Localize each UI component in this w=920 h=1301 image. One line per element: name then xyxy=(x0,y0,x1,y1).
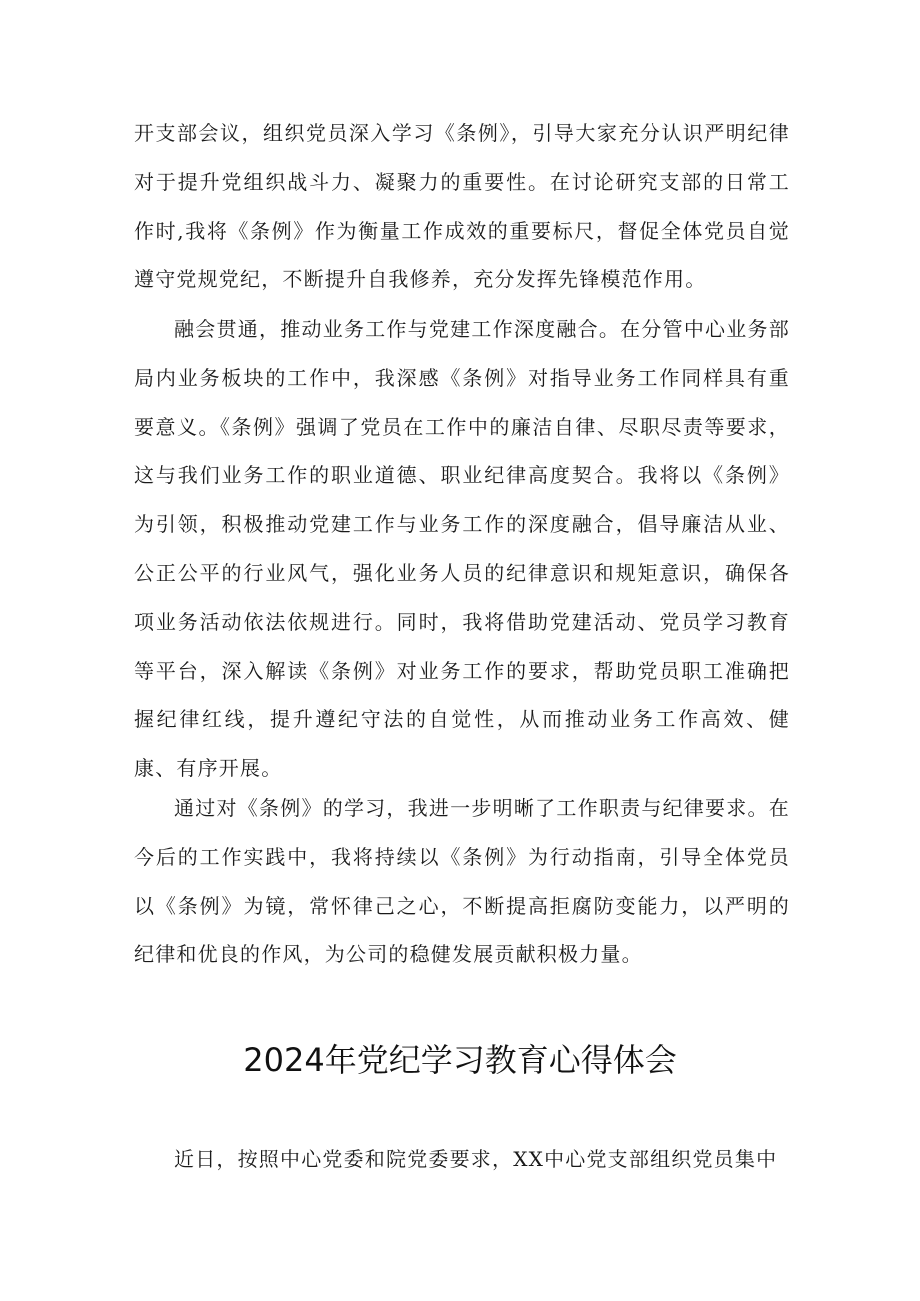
paragraph-intro: 近日，按照中心党委和院党委要求，XX中心党支部组织党员集中 xyxy=(174,1147,778,1171)
paragraph-business-integration: 融会贯通，推动业务工作与党建工作深度融合。在分管中心业务部局内业务板块的工作中，我深感《条例》对指导业务工作同样具有重要意义。《条例》强调了党员在工作中的廉洁自律、尽职尽责等要求，这与我们业务工作的职业道德、职业纪律高度契合。我将以《条例》为引领，积极推动党建工作与业务工作的深度融合，倡导廉洁从业、公正公平的行业风气，强化业务人员的纪律意识和规矩意识，确保各项业务活动依法依规进行。同时，我将借助党建活动、党员学习教育等平台，深入解读《条例》对业务工作的要求，帮助党员职工准确把握纪律红线，提升遵纪守法的自觉性，从而推动业务工作高效、健康、有序开展。 xyxy=(134,317,790,781)
document-title: 2024年党纪学习教育心得体会 xyxy=(243,1041,677,1079)
paragraph-conclusion: 通过对《条例》的学习，我进一步明晰了工作职责与纪律要求。在今后的工作实践中，我将持续以《条例》为行动指南，引导全体党员以《条例》为镜，常怀律己之心，不断提高拒腐防变能力，以严明的纪律和优良的作风，为公司的稳健发展贡献积极力量。 xyxy=(134,796,790,967)
paragraph-continuation: 开支部会议，组织党员深入学习《条例》，引导大家充分认识严明纪律对于提升党组织战斗力、凝聚力的重要性。在讨论研究支部的日常工作时,我将《条例》作为衡量工作成效的重要标尺，督促全体党员自觉遵守党规党纪，不断提升自我修养，充分发挥先锋模范作用。 xyxy=(134,121,790,292)
